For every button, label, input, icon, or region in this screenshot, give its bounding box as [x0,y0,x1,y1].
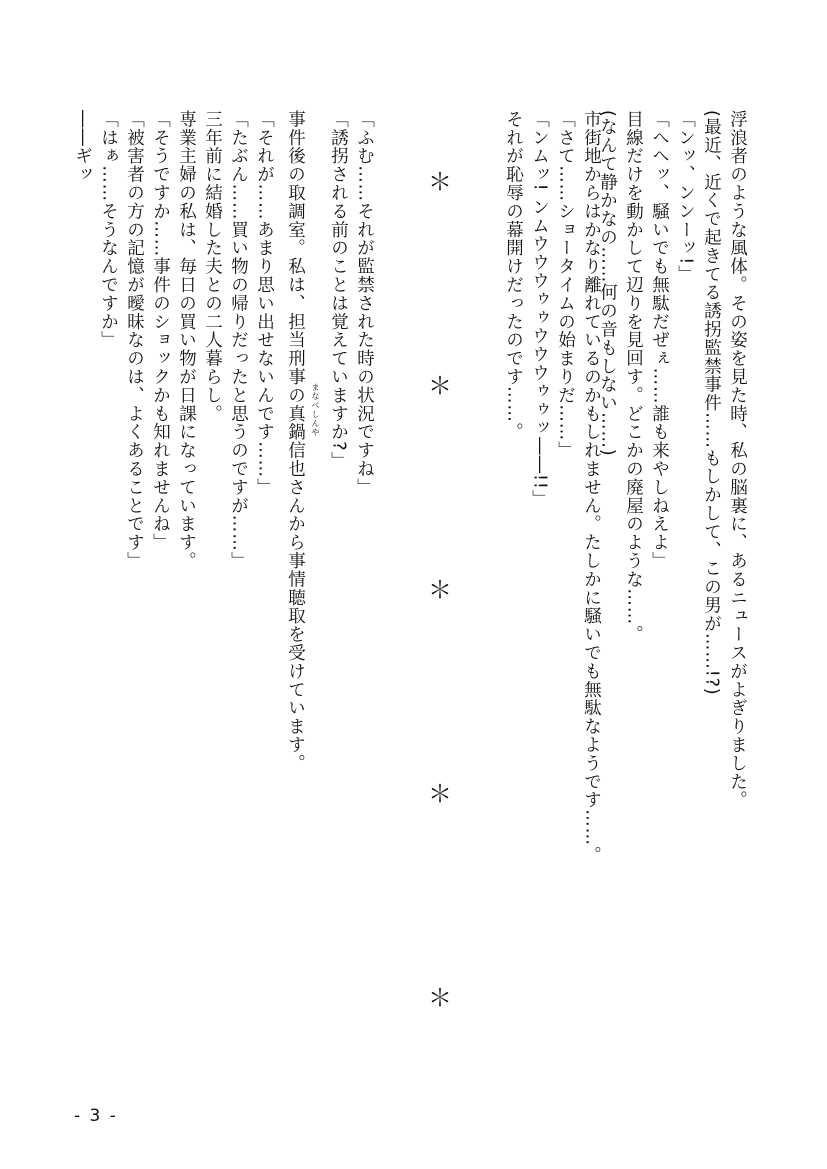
text-line: 「それが……あまり思い出せないんです……」 [254,110,275,497]
text-line: 三年前に結婚した夫との二人暮らし。 [202,110,223,423]
scene-break-asterisk: ＊ [428,984,452,1012]
text-line: 「ンッ、ンンーッ!」 [675,110,696,284]
scene-break-asterisk: ＊ [428,168,452,196]
text-line: (最近、近くで起きてる誘拐監禁事件……もしかして、この男が……!?) [701,110,722,696]
page-number: - 3 - [74,1106,118,1126]
text-line: 「たぶん……買い物の帰りだったと思うのですが……」 [228,110,249,570]
text-line: 「へへッ、騒いでも無駄だぜぇ……誰も来やしねえよ」 [649,110,670,570]
text-line: 目線だけを動かして辺りを見回す。どこかの廃屋のような……。 [623,110,644,644]
text-line: 「はぁ……そうなんですか」 [98,110,119,350]
text-line: 市街地からはかなり離れているのかもしれません。たしかに騒いでも無駄なようです……。 [581,110,602,865]
text-line: 事件後の取調室。私は、担当刑事の真鍋信也さんから事情聴取を受けています。 [285,110,306,773]
scene-break-asterisk: ＊ [428,576,452,604]
text-line: 「そうですか……事件のショックかも知れませんね」 [150,110,171,552]
text-line: (なんて静かなの……何の音もしない……) [597,110,618,457]
text-line: 「ンムッ! ンムウウウゥゥウウウゥゥッ――!!」 [529,110,550,509]
text-line: 専業主婦の私は、毎日の買い物が日課になっています。 [176,110,197,570]
furigana-reading: まなべしんや [311,383,320,437]
text-line: ――ギッ [72,110,93,184]
text-line: 浮浪者のような風体。その姿を見た時、私の脳裏に、あるニュースがよぎりました。 [727,110,748,810]
scene-break-asterisk: ＊ [428,372,452,400]
text-line: それが恥辱の幕開けだったのです……。 [503,110,524,442]
text-line: 「ふむ……それが監禁された時の状況ですね」 [354,110,375,497]
text-line: 「被害者の方の記憶が曖昧なのは、よくあることです」 [124,110,145,570]
scene-break [428,170,452,1030]
scene-break-asterisk: ＊ [428,780,452,808]
text-line: 「誘拐される前のことは覚えていますか?」 [328,110,349,470]
text-line: 「さて……ショータイムの始まりだ……」 [555,110,576,460]
